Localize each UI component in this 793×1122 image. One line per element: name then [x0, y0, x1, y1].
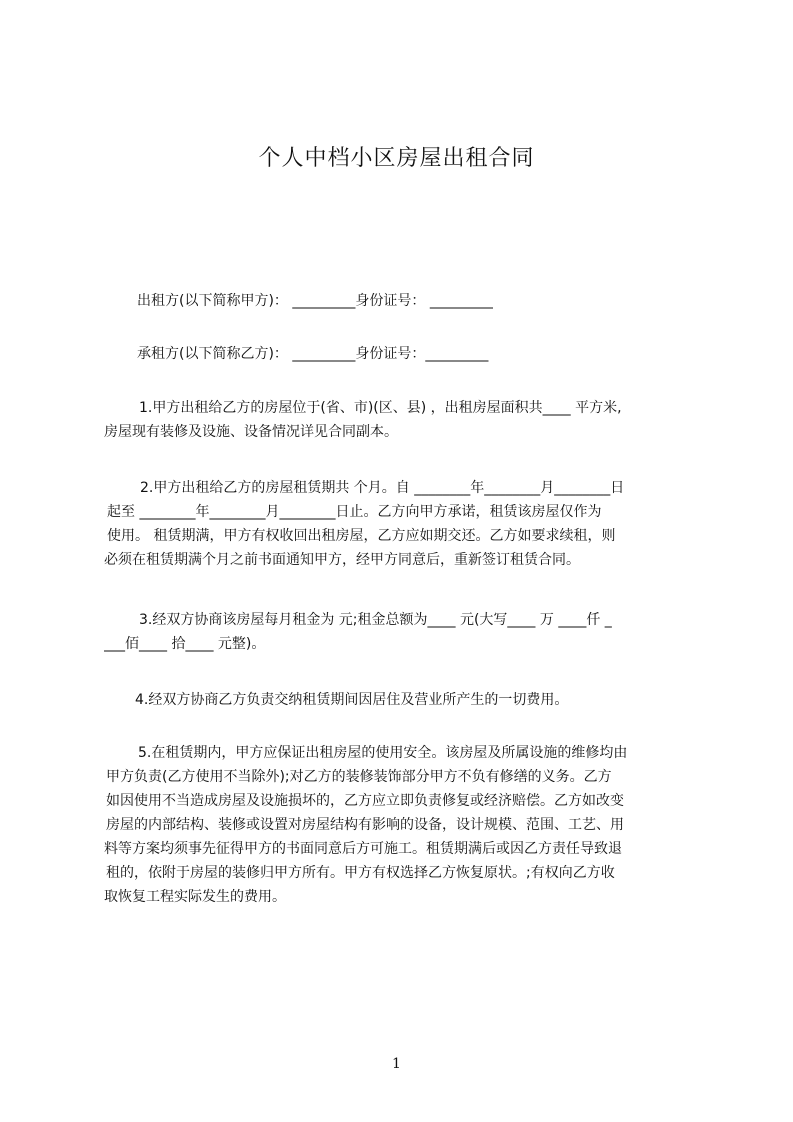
clause-4 — [104, 688, 700, 712]
clause-5 — [104, 741, 700, 909]
clause-line: 如因使用不当造成房屋及设施损坏的，乙方应立即负责修复或经济赔偿。乙方如改变 — [106, 793, 624, 809]
clause-line: 必须在租赁期满个月之前书面通知甲方，经甲方同意后，重新签订租赁合同。 — [104, 552, 580, 568]
clause-line: 起至 ________年________月________日止。乙方向甲方承诺，租赁该房屋仅作为 — [107, 504, 602, 520]
lessor-line: 出租方(以下简称甲方)： _________身份证号： _________ — [137, 293, 493, 309]
clause-line: 料等方案均须事先征得甲方的书面同意后方可施工。租赁期满后或因乙方责任导致退 — [104, 841, 622, 857]
clause-line: 租的，依附于房屋的装修归甲方所有。甲方有权选择乙方恢复原状。;有权向乙方收 — [106, 865, 615, 881]
clause-line: 1.甲方出租给乙方的房屋位于(省、市)(区、县) ，出租房屋面积共____ 平方米, — [139, 400, 622, 416]
clause-line: 使用。 租赁期满，甲方有权收回出租房屋，乙方应如期交还。乙方如要求续租，则 — [107, 528, 616, 544]
clause-line: 甲方负责(乙方使用不当除外);对乙方的装修装饰部分甲方不负有修缮的义务。乙方 — [106, 769, 612, 785]
clause-3 — [104, 608, 700, 656]
lessee-line: 承租方(以下简称乙方)： _________身份证号：_________ — [137, 346, 489, 362]
clause-line: ___佰____ 拾____ 元整)。 — [104, 636, 266, 652]
clause-line: 取恢复工程实际发生的费用。 — [104, 889, 286, 905]
clause-2 — [104, 476, 700, 572]
clause-line: 2.甲方出租给乙方的房屋租赁期共 个月。自 ________年________月________日 — [140, 480, 625, 496]
clause-line: 房屋的内部结构、装修或设置对房屋结构有影响的设备，设计规模、范围、工艺、用 — [106, 817, 624, 833]
clause-line: 5.在租赁期内，甲方应保证出租房屋的使用安全。该房屋及所属设施的维修均由 — [138, 745, 628, 761]
clause-line: 房屋现有装修及设施、设备情况详见合同副本。 — [104, 424, 398, 440]
clause-line: 4.经双方协商乙方负责交纳租赁期间因居住及营业所产生的一切费用。 — [135, 692, 569, 708]
page-number: 1 — [392, 1056, 401, 1072]
clause-1 — [104, 396, 700, 444]
clause-line: 3.经双方协商该房屋每月租金为 元;租金总额为____ 元(大写____ 万 ____仟 _ — [139, 612, 612, 628]
page-title: 个人中档小区房屋出租合同 — [258, 146, 535, 171]
